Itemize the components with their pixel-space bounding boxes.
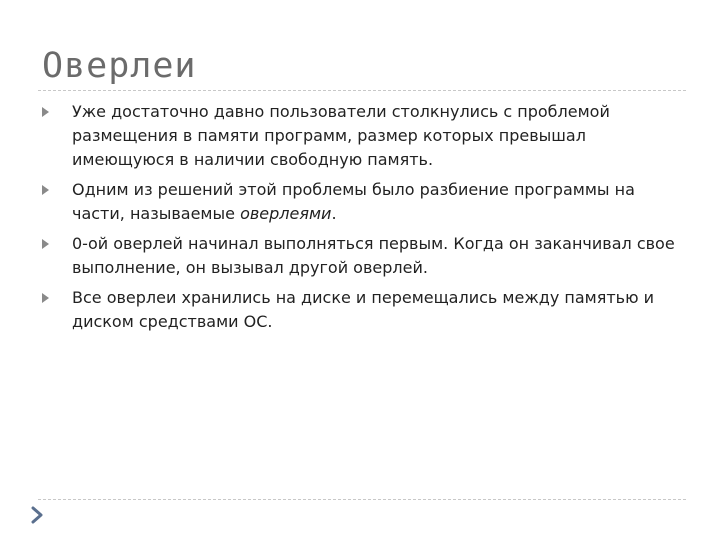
bullet-text: Уже достаточно давно пользователи столкнулись с проблемой размещения в памяти программ, размер которых превышал имеющуюся в наличии свободную память. (72, 102, 610, 169)
bullet-item (42, 286, 682, 334)
bullet-text: Одним из решений этой проблемы было разбиение программы на части, называемые (72, 180, 635, 223)
slide-title: Оверлеи (42, 46, 197, 86)
triangle-right-icon (42, 107, 49, 117)
bullet-emphasis: оверлеями (240, 204, 332, 223)
bullet-text: Все оверлеи хранились на диске и перемещались между памятью и диском средствами ОС. (72, 288, 655, 331)
triangle-right-icon (42, 239, 49, 249)
bullet-item (42, 100, 682, 172)
title-divider (38, 90, 686, 91)
triangle-right-icon (42, 293, 49, 303)
bullet-text-tail: . (331, 204, 337, 223)
bullet-item (42, 178, 682, 226)
bullet-text: 0-ой оверлей начинал выполняться первым. Когда он заканчивал свое выполнение, он вызывал другой оверлей. (72, 234, 675, 277)
chevron-right-icon (31, 506, 43, 524)
bullet-list (42, 100, 682, 340)
triangle-right-icon (42, 185, 49, 195)
footer-divider (38, 499, 686, 500)
bullet-item (42, 232, 682, 280)
